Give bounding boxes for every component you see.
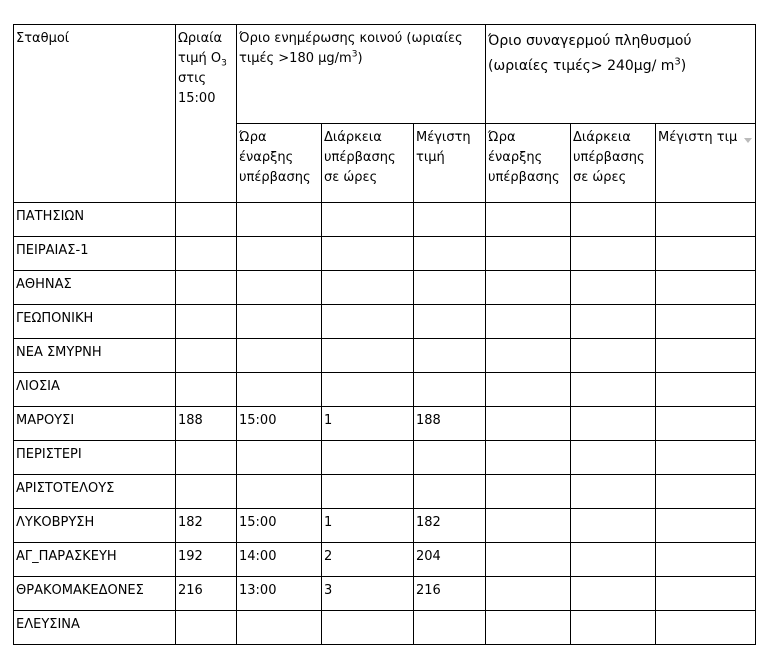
subheader-duration: Διάρκεια υπέρβασης σε ώρες <box>322 124 414 203</box>
alarm-duration-cell <box>571 543 656 577</box>
alarm-duration-cell <box>571 577 656 611</box>
o3-cell <box>176 305 237 339</box>
table-row <box>14 475 756 509</box>
o3-cell: 192 <box>176 543 237 577</box>
alarm-start-cell <box>486 203 571 237</box>
start-hour-cell: 15:00 <box>237 407 322 441</box>
header-hourly-o3: Ωριαία τιμή $O_3$ στις 15:00 <box>176 25 237 203</box>
alarm-start-cell <box>486 339 571 373</box>
table-row <box>14 611 756 645</box>
station-cell: ΘΡΑΚΟΜΑΚΕΔΟΝΕΣ <box>14 577 176 611</box>
alarm-start-cell <box>486 577 571 611</box>
subheader-start-hour: Ώρα έναρξης υπέρβασης <box>237 124 322 203</box>
table-row <box>14 577 756 611</box>
start-hour-cell: 15:00 <box>237 509 322 543</box>
duration-cell: 1 <box>322 407 414 441</box>
max-value-cell <box>414 203 486 237</box>
alarm-duration-cell <box>571 339 656 373</box>
start-hour-cell <box>237 339 322 373</box>
station-cell: ΕΛΕΥΣΙΝΑ <box>14 611 176 645</box>
o3-cell <box>176 271 237 305</box>
max-value-cell <box>414 611 486 645</box>
station-cell: ΠΕΡΙΣΤΕΡΙ <box>14 441 176 475</box>
station-cell: ΑΘΗΝΑΣ <box>14 271 176 305</box>
alarm-start-cell <box>486 611 571 645</box>
max-value-cell: 182 <box>414 509 486 543</box>
max-value-cell <box>414 305 486 339</box>
duration-cell <box>322 271 414 305</box>
duration-cell: 3 <box>322 577 414 611</box>
start-hour-cell: 14:00 <box>237 543 322 577</box>
start-hour-cell: 13:00 <box>237 577 322 611</box>
duration-cell <box>322 441 414 475</box>
o3-cell <box>176 475 237 509</box>
start-hour-cell <box>237 237 322 271</box>
max-value-cell <box>414 373 486 407</box>
table-row <box>14 509 756 543</box>
start-hour-cell <box>237 305 322 339</box>
max-value-cell: 188 <box>414 407 486 441</box>
subheader-max-value-2: Μέγιστη τιμ <box>656 124 756 203</box>
subheader-start-hour-2: Ώρα έναρξης υπέρβασης <box>486 124 571 203</box>
start-hour-cell <box>237 611 322 645</box>
duration-cell <box>322 373 414 407</box>
alarm-max-cell <box>656 577 756 611</box>
alarm-start-cell <box>486 305 571 339</box>
alarm-start-cell <box>486 373 571 407</box>
alarm-max-cell <box>656 339 756 373</box>
duration-cell: 2 <box>322 543 414 577</box>
max-value-cell <box>414 271 486 305</box>
max-value-cell <box>414 475 486 509</box>
o3-cell: 182 <box>176 509 237 543</box>
max-value-cell: 216 <box>414 577 486 611</box>
start-hour-cell <box>237 271 322 305</box>
duration-cell <box>322 237 414 271</box>
alarm-start-cell <box>486 509 571 543</box>
max-value-cell <box>414 237 486 271</box>
duration-cell <box>322 305 414 339</box>
alarm-start-cell <box>486 441 571 475</box>
station-cell: ΠΑΤΗΣΙΩΝ <box>14 203 176 237</box>
alarm-duration-cell <box>571 611 656 645</box>
header-info-threshold: Όριο ενημέρωσης κοινού (ωριαίες τιμές >180 $\mu g/m^3$) <box>237 25 486 124</box>
max-value-cell <box>414 441 486 475</box>
o3-cell <box>176 373 237 407</box>
table-row <box>14 407 756 441</box>
start-hour-cell <box>237 203 322 237</box>
alarm-max-cell <box>656 271 756 305</box>
alarm-duration-cell <box>571 237 656 271</box>
alarm-duration-cell <box>571 475 656 509</box>
station-cell: ΑΡΙΣΤΟΤΕΛΟΥΣ <box>14 475 176 509</box>
alarm-max-cell <box>656 373 756 407</box>
o3-cell: 188 <box>176 407 237 441</box>
alarm-duration-cell <box>571 441 656 475</box>
station-cell: ΝΕΑ ΣΜΥΡΝΗ <box>14 339 176 373</box>
duration-cell <box>322 339 414 373</box>
station-cell: ΠΕΙΡΑΙΑΣ-1 <box>14 237 176 271</box>
duration-cell <box>322 475 414 509</box>
duration-cell <box>322 203 414 237</box>
subheader-duration-2: Διάρκεια υπέρβασης σε ώρες <box>571 124 656 203</box>
o3-cell <box>176 203 237 237</box>
table-row <box>14 305 756 339</box>
alarm-max-cell <box>656 543 756 577</box>
subheader-max-value: Μέγιστη τιμή <box>414 124 486 203</box>
table-row <box>14 203 756 237</box>
alarm-start-cell <box>486 543 571 577</box>
header-row <box>14 25 756 124</box>
o3-cell <box>176 339 237 373</box>
header-stations: Σταθμοί <box>14 25 176 203</box>
duration-cell: 1 <box>322 509 414 543</box>
alarm-max-cell <box>656 237 756 271</box>
table-row <box>14 543 756 577</box>
alarm-duration-cell <box>571 305 656 339</box>
table-row <box>14 271 756 305</box>
station-cell: ΛΥΚΟΒΡΥΣΗ <box>14 509 176 543</box>
station-cell: ΛΙΟΣΙΑ <box>14 373 176 407</box>
ozone-exceedance-table <box>13 24 756 645</box>
alarm-start-cell <box>486 237 571 271</box>
table-row <box>14 373 756 407</box>
station-cell: ΓΕΩΠΟΝΙΚΗ <box>14 305 176 339</box>
duration-cell <box>322 611 414 645</box>
max-value-cell <box>414 339 486 373</box>
table-row <box>14 237 756 271</box>
alarm-max-cell <box>656 509 756 543</box>
start-hour-cell <box>237 373 322 407</box>
max-value-cell: 204 <box>414 543 486 577</box>
alarm-max-cell <box>656 475 756 509</box>
alarm-duration-cell <box>571 203 656 237</box>
alarm-start-cell <box>486 271 571 305</box>
alarm-duration-cell <box>571 271 656 305</box>
o3-cell: 216 <box>176 577 237 611</box>
alarm-start-cell <box>486 407 571 441</box>
o3-cell <box>176 611 237 645</box>
alarm-max-cell <box>656 441 756 475</box>
alarm-duration-cell <box>571 407 656 441</box>
start-hour-cell <box>237 475 322 509</box>
alarm-max-cell <box>656 407 756 441</box>
table-row <box>14 339 756 373</box>
header-alarm-threshold: Όριο συναγερμού πληθυσμού (ωριαίες τιμές> 240μg/ $m^3$) <box>486 25 756 124</box>
alarm-max-cell <box>656 305 756 339</box>
alarm-start-cell <box>486 475 571 509</box>
station-cell: ΑΓ_ΠΑΡΑΣΚΕΥΗ <box>14 543 176 577</box>
table-row <box>14 441 756 475</box>
alarm-duration-cell <box>571 373 656 407</box>
alarm-duration-cell <box>571 509 656 543</box>
station-cell: ΜΑΡΟΥΣΙ <box>14 407 176 441</box>
o3-cell <box>176 237 237 271</box>
o3-cell <box>176 441 237 475</box>
start-hour-cell <box>237 441 322 475</box>
alarm-max-cell <box>656 611 756 645</box>
dropdown-arrow-icon[interactable] <box>744 138 752 143</box>
alarm-max-cell <box>656 203 756 237</box>
